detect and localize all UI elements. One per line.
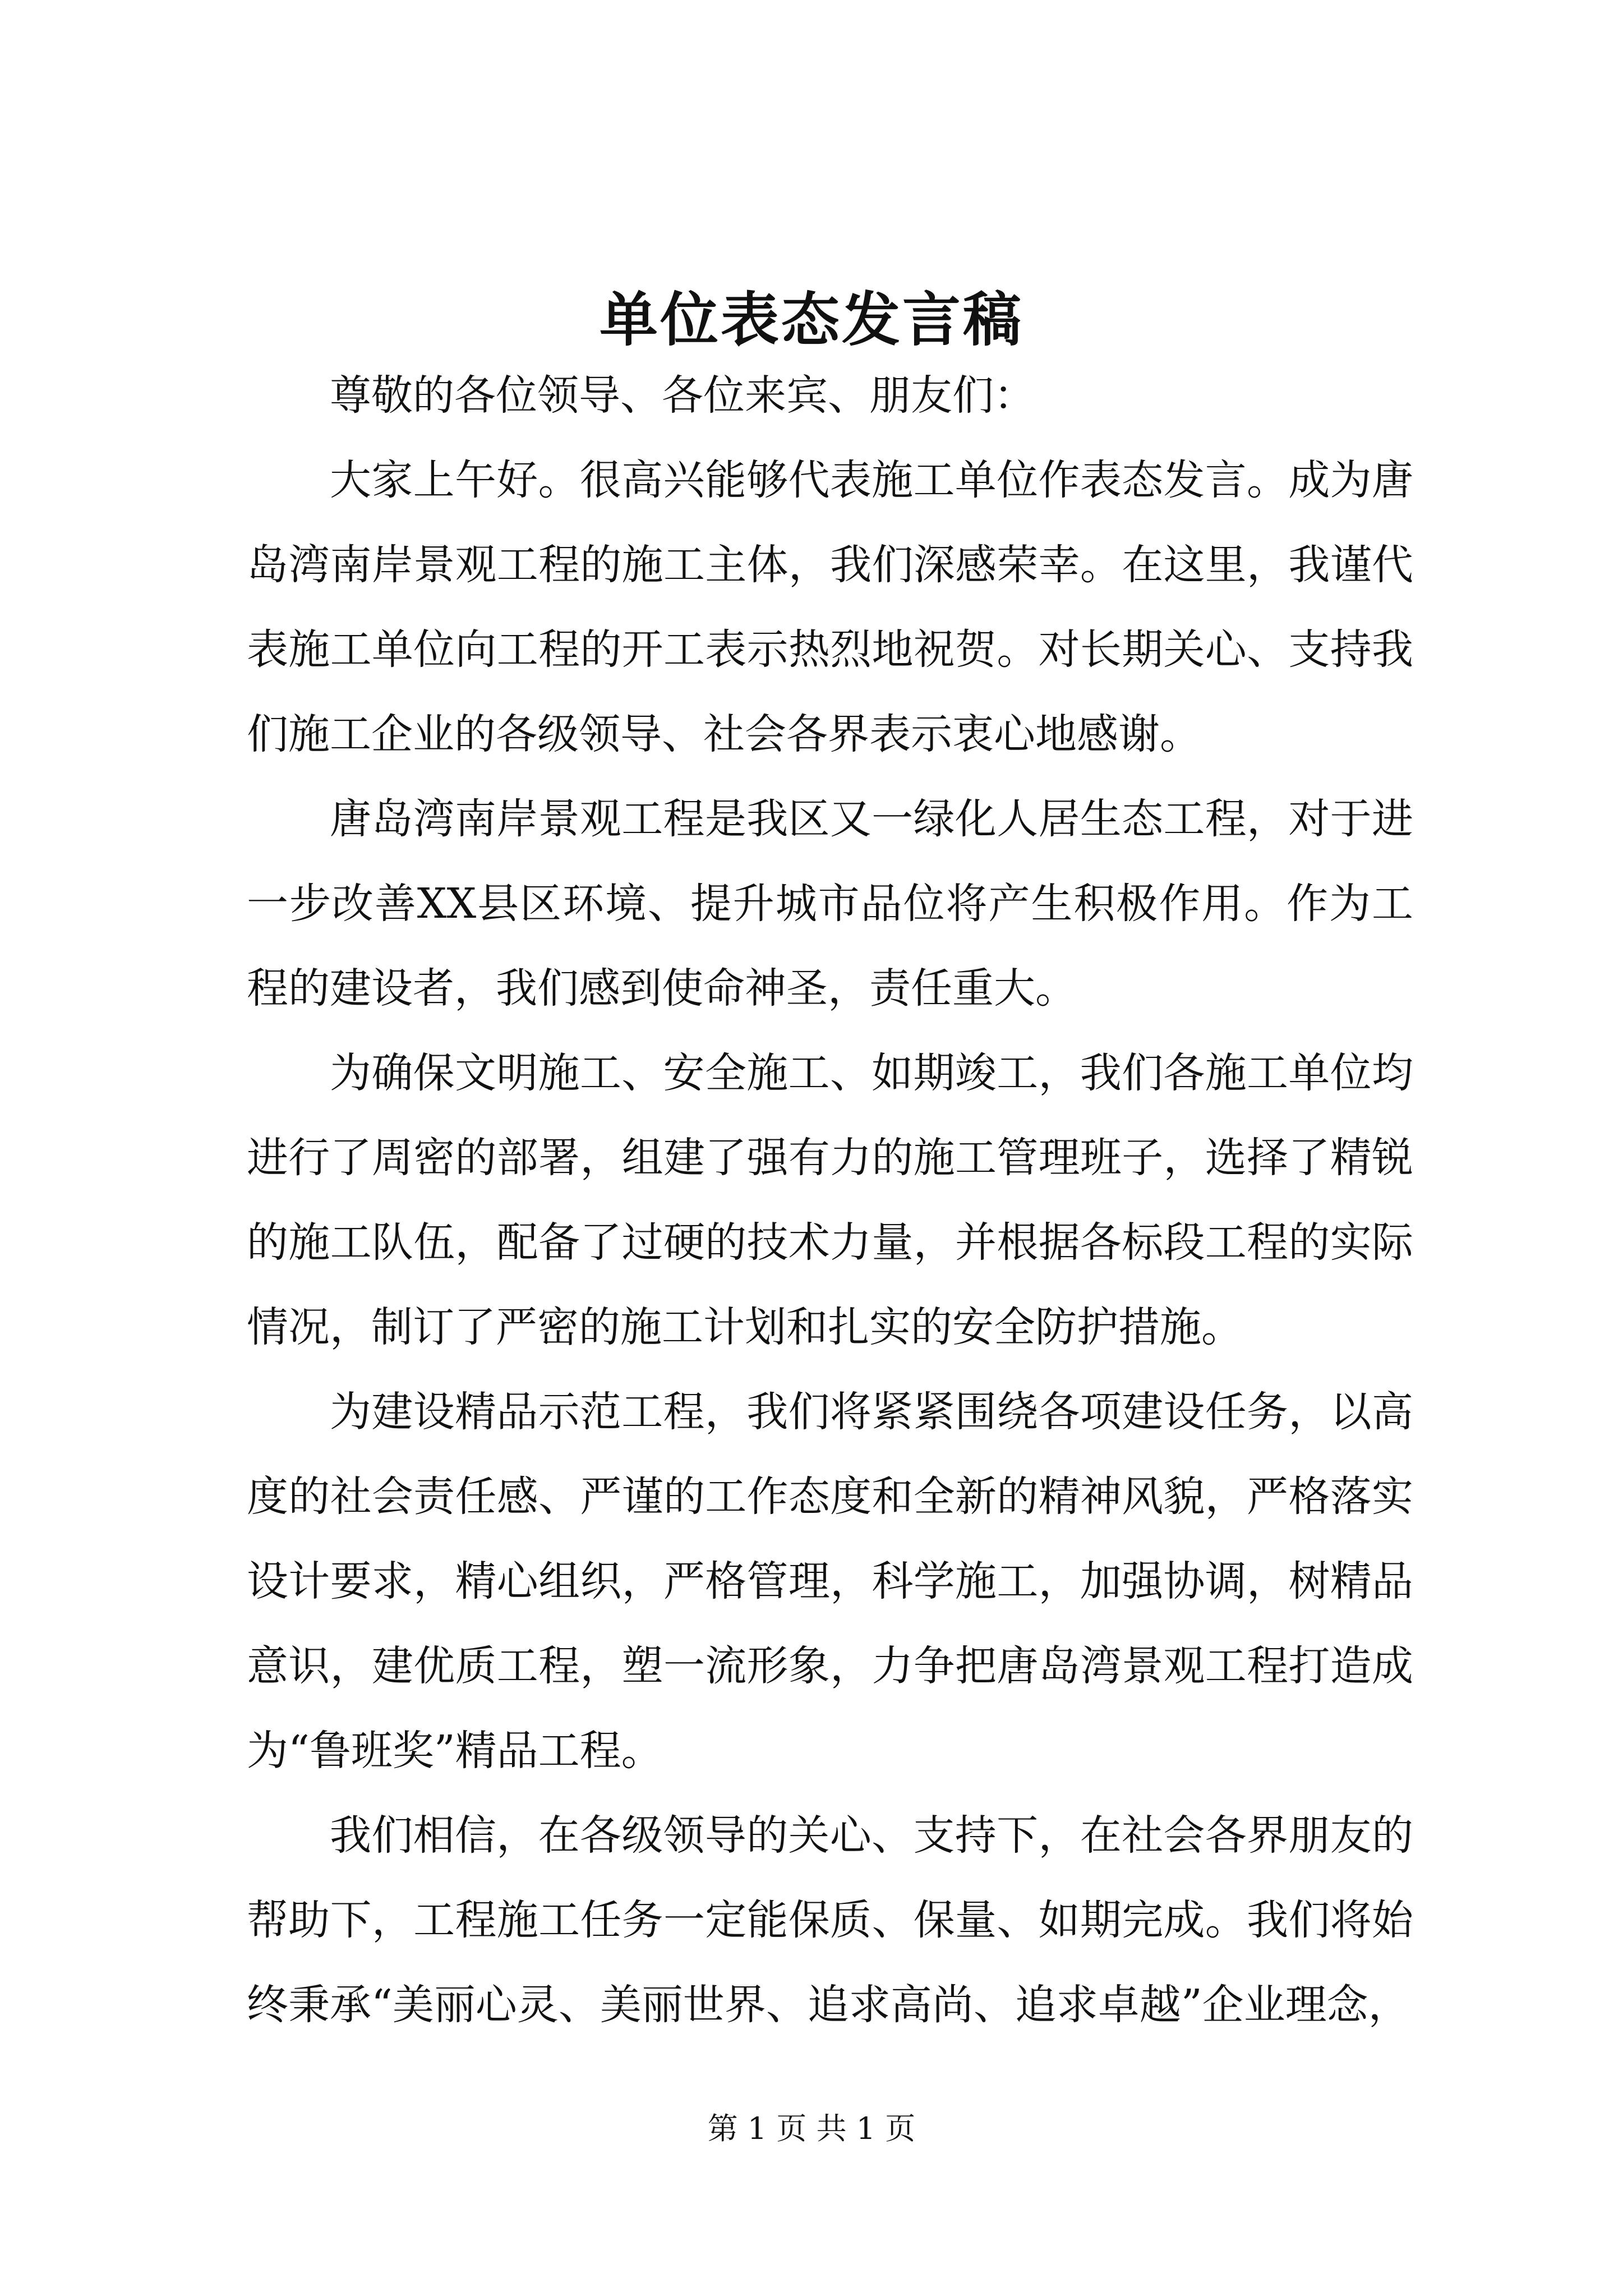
body-paragraph: 为建设精品示范工程，我们将紧紧围绕各项建设任务，以高度的社会责任感、严谨的工作态度和全新的精神风貌，严格落实设计要求，精心组织，严格管理，科学施工，加强协调，树精品意识，建优质工程，塑一流形象，力争把唐岛湾景观工程打造成为“鲁班奖”精品工程。 [247,1388,1413,1775]
document-body [247,353,1413,2047]
document-title: 单位表态发言稿 [599,285,1023,354]
body-paragraph: 唐岛湾南岸景观工程是我区又一绿化人居生态工程，对于进一步改善XX县区环境、提升城市品位将产生积极作用。作为工程的建设者，我们感到使命神圣，责任重大。 [247,795,1413,1013]
body-paragraph: 我们相信，在各级领导的关心、支持下，在社会各界朋友的帮助下，工程施工任务一定能保质、保量、如期完成。我们将始终秉承“美丽心灵、美丽世界、追求高尚、追求卓越”企业理念， [247,1811,1413,2029]
page-footer: 第 1 页 共 1 页 [707,2111,916,2146]
body-paragraph: 大家上午好。很高兴能够代表施工单位作表态发言。成为唐岛湾南岸景观工程的施工主体，我们深感荣幸。在这里，我谨代表施工单位向工程的开工表示热烈地祝贺。对长期关心、支持我们施工企业的各级领导、社会各界表示衷心地感谢。 [247,456,1413,758]
body-paragraph: 为确保文明施工、安全施工、如期竣工，我们各施工单位均进行了周密的部署，组建了强有力的施工管理班子，选择了精锐的施工队伍，配备了过硬的技术力量，并根据各标段工程的实际情况，制订了严密的施工计划和扎实的安全防护措施。 [247,1049,1413,1351]
greeting-paragraph: 尊敬的各位领导、各位来宾、朋友们： [330,371,1035,420]
